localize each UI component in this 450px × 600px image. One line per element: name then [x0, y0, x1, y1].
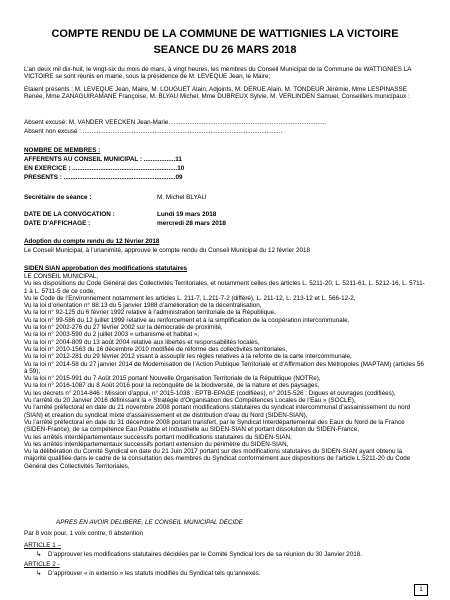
- arrow-icon: ↳: [36, 570, 42, 577]
- siden-paragraph: LE CONSEIL MUNICIPAL,: [24, 273, 99, 280]
- siden-paragraph: Vu la loi n° 2010-1563 du 16 décembre 2010 modifiée de réforme des collectivités territoriales,: [24, 345, 288, 353]
- members-presents: PRESENTS : ................................................................09: [24, 174, 183, 181]
- presents-paragraph: Etaient présents : M. LEVEQUE Jean, Maire, M. LOUGUET Alain, Adjoints, M. DERUE Alain, M. TONDEUR Jérémie, Mme LESPINASSE Renée, Mme ZANAGUIRAMANE Françoise, M. BLYAU Michel, Mme DUBREUX Sylvie, M. VERLINDEN Samuel, Conseillers municipaux :: [24, 86, 410, 101]
- siden-heading: SIDEN SIAN approbation des modifications statutaires: [24, 265, 188, 272]
- members-heading: NOMBRE DE MEMBRES :: [24, 147, 101, 154]
- absent-excuse: Absent excusé: M. VANDER VEECKEN Jean-Marie..........................................................................................: [24, 119, 326, 126]
- siden-paragraph: Vu la loi d’orientation n° 88.13 du 5 janvier 1988 d’amélioration de la décentralisation,: [24, 302, 262, 310]
- vote-result: Par 8 voix pour, 1 voix contre, 0 abstention: [24, 530, 144, 537]
- siden-paragraph: Vu la délibération du Comité Syndical en date du 21 Juin 2017 portant sur des modifications statutaires du SIDEN-SIAN ayant obtenu la majorité qualifiée dans le cadre de la consultation des membres du Syndicat conformément aux dispositions de l’article L.5211-20 du Code Général des Collectivités Territoriales,: [24, 448, 411, 470]
- adoption-heading: Adoption du compte rendu du 12 février 2018: [24, 238, 160, 245]
- siden-paragraph: Vu l’arrêté du 20 Janvier 2016 définissant la « Stratégie d’Organisation des Compétences Locales de l’Eau » (SOCLE),: [24, 397, 356, 405]
- page-number: 1: [414, 584, 428, 596]
- convocation-value: Lundi 19 mars 2018: [157, 211, 217, 218]
- siden-paragraph: Vu la loi n° 92-125 du 6 février 1992 relative à l’administration territoriale de la République,: [24, 309, 276, 317]
- arrow-icon: ↳: [36, 551, 42, 558]
- secretaire-label: Secrétaire de séance :: [24, 194, 92, 201]
- siden-paragraph: Vu la loi n° 2012-281 du 29 février 2012 visant à assouplir les règles relatives à la refonte de la carte intercommunale,: [24, 353, 352, 361]
- siden-paragraph: Vu les arrêtés interdépartementaux successifs portant modifications statutaires du SIDEN-SIAN,: [24, 433, 292, 441]
- siden-considerants: [24, 273, 426, 470]
- article2-label: ARTICLE 2 -: [24, 561, 60, 568]
- siden-paragraph: Vu la loi n° 2002-276 du 27 février 2002 sur la démocratie de proximité,: [24, 324, 223, 332]
- siden-paragraph: Vu les décrets n° 2014-846 : Mission d’appui, n° 2015-1038 : EPTB-EPAGE (codifiées), n° 2015-526 : Digues et ouvrages (codifiées),: [24, 389, 396, 397]
- siden-paragraph: Vu la loi n° 2003-590 du 2 juillet 2003 « urbanisme et habitat »,: [24, 331, 200, 339]
- members-afferents: AFFERENTS AU CONSEIL MUNICIPAL : ..................11: [24, 156, 182, 163]
- siden-paragraph: Vu les dispositions du Code Général des Collectivités Territoriales, et notamment celles des articles L. 5211-20, L. 5211-61, L. 5212-16, L. 5711-1 à L. 5711-5 de ce code,: [24, 280, 425, 295]
- siden-paragraph: Vu l’arrêté préfectoral en date du 21 novembre 2008 portant modifications statutaires du syndicat intercommunal d’assainissement du nord (SIAN) et création du syndicat mixte d’assainissement et de distribution d’eau du Nord (SIDEN-SIAN),: [24, 404, 411, 419]
- siden-paragraph: Vu la loi n° 99-586 du 12 juillet 1999 relative au renforcement et à la simplification de la coopération intercommunale,: [24, 316, 350, 324]
- affichage-value: mercredi 28 mars 2018: [157, 220, 226, 227]
- intro-paragraph: L’an deux mil dix-huit, le vingt-six du mois de mars, à vingt heures, les membres du Conseil Municipal de la Commune de WATTIGNIES LA VICTOIRE se sont réunis en mairie, sous la présidence de M. LEVEQUE Jean, le Maire;: [24, 66, 412, 81]
- article2-body: [36, 570, 426, 577]
- members-exercice: EN EXERCICE : ............................................................10: [24, 165, 185, 172]
- siden-paragraph: Vu la loi n° 2014-58 du 27 janvier 2014 de Modernisation de l’Action Publique Territoriale et d’Affirmation des Métropoles (MAPTAM) (articles 56 à 59),: [24, 360, 424, 375]
- siden-paragraph: Vu les arrêtés interdépartementaux successifs portant extension du périmètre du SIDEN-SIAN,: [24, 440, 289, 448]
- secretaire-value: M. Michel BLYAU: [157, 194, 207, 201]
- siden-paragraph: Vu la loi n° 2004-809 du 13 août 2004 relative aux libertés et responsabilités locales,: [24, 338, 260, 346]
- siden-paragraph: Vu la loi n° 2016-1087 du 8 Août 2016 pour la reconquête de la biodiversité, de la nature et des paysages,: [24, 382, 320, 390]
- adoption-text: Le Conseil Municipal, à l’unanimité, approuve le compte rendu du Conseil Municipal du 12 février 2018: [24, 247, 310, 254]
- document-subtitle: SEANCE DU 26 MARS 2018: [153, 44, 297, 56]
- siden-paragraph: Vu l’arrêté préfectoral en date du 31 décembre 2008 portant transfert, par le Syndicat Interdépartemental des Eaux du Nord de la France (SIDEN-France), de sa compétence Eau Potable et Industrielle au SIDEN-SIAN et portant dissolution du SIDEN-France,: [24, 418, 405, 434]
- siden-paragraph: Vu le Code de l’Environnement notamment les articles L. 211-7, L.211-7-2 (différé), L. 211-12, L. 213-12 et L. 566-12-2,: [24, 294, 356, 302]
- absent-non-excuse: Absent non excusé : ..................................................................................................................: [24, 128, 283, 135]
- article1-body: [36, 551, 426, 558]
- document-title: COMPTE RENDU DE LA COMMUNE DE WATTIGNIES LA VICTOIRE: [51, 28, 399, 40]
- article1-text: D’approuver les modifications statutaires décidées par le Comité Syndical lors de sa réunion du 30 Janvier 2018.: [48, 551, 362, 558]
- affichage-label: DATE D’AFFICHAGE :: [24, 220, 91, 227]
- convocation-label: DATE DE LA CONVOCATION :: [24, 211, 115, 218]
- siden-paragraph: Vu la loi n° 2015-991 du 7 Août 2015 portant Nouvelle Organisation Territoriale de la République (NOTRe),: [24, 375, 321, 383]
- deliberation-text: APRES EN AVOIR DELIBERE, LE CONSEIL MUNICIPAL DECIDE: [56, 519, 243, 526]
- article2-text: D’approuver « in extenso » les statuts modifiés du Syndicat tels qu’annexés.: [48, 570, 261, 577]
- article1-label: ARTICLE 1 –: [24, 542, 61, 549]
